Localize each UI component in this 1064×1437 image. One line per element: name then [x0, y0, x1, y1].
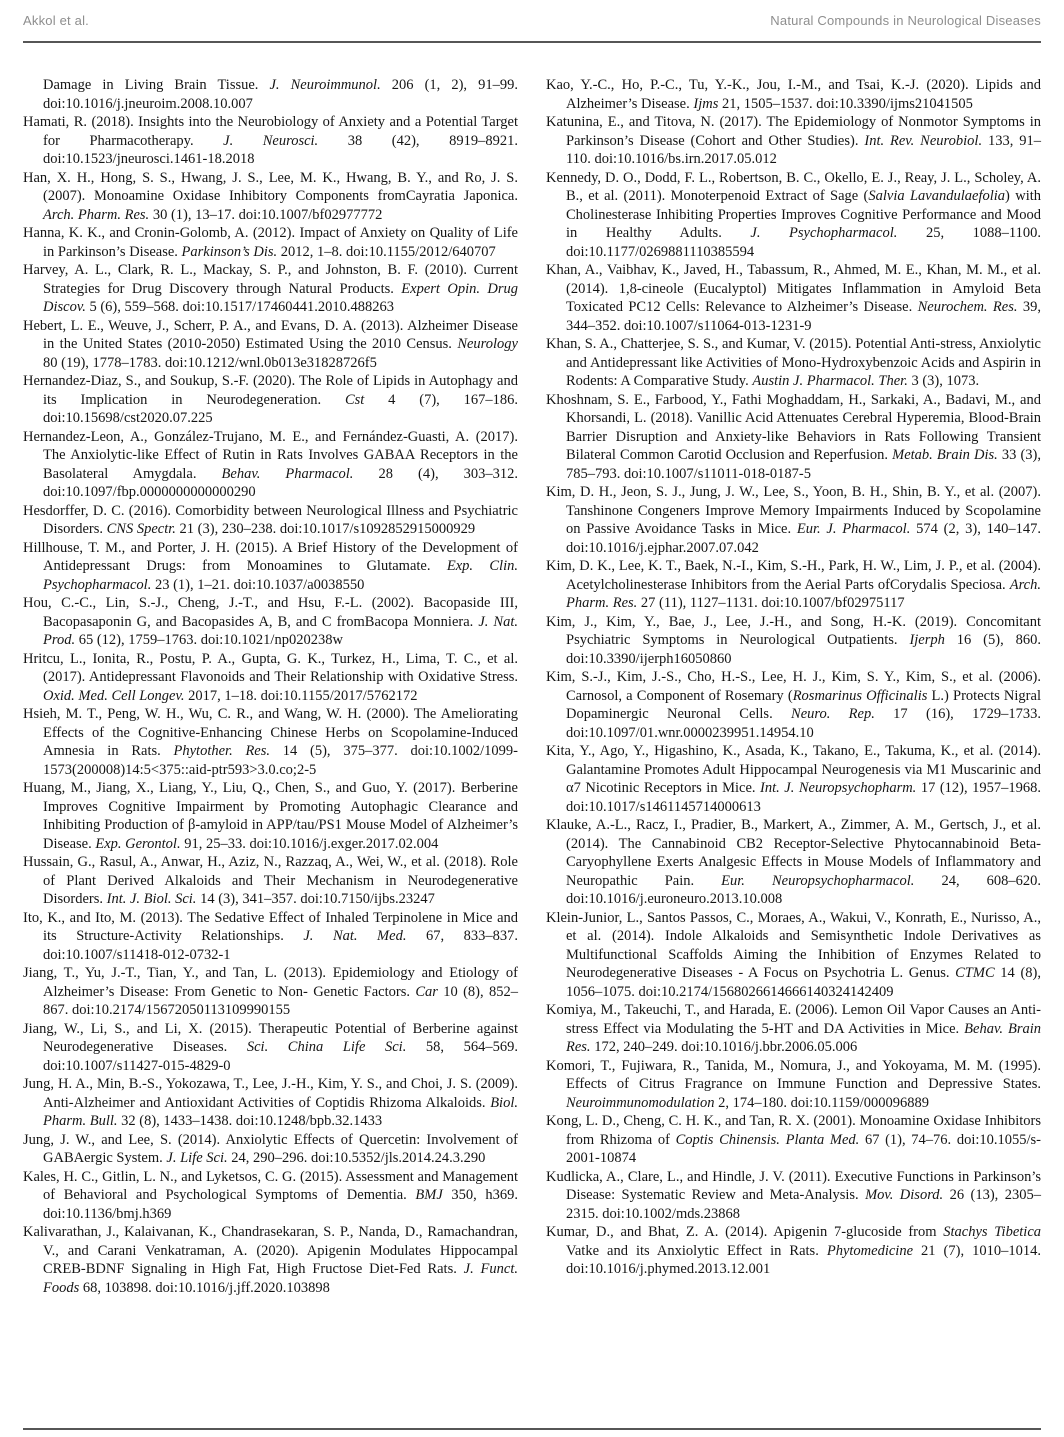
reference-journal-name: J. Neuroimmunol.: [269, 77, 381, 93]
reference-item: [546, 169, 1041, 262]
reference-journal-name: Cst: [344, 391, 365, 408]
reference-text-segment: Hussain, G., Rasul, A., Anwar, H., Aziz, N., Razzaq, A., Wei, W., et al. (2018). Role of Plant Derived Alkaloids and Their Mechanism in Neurodegenerative Disorders.: [23, 854, 518, 907]
reference-item: [546, 261, 1041, 335]
reference-text-segment: Kim, D. K., Lee, K. T., Baek, N.-I., Kim, S.-H., Park, H. W., Lim, J. P., et al. (2004). Acetylcholinesterase Inhibitors from the Aerial Parts ofCorydalis Speciosa.: [546, 558, 1041, 593]
reference-journal-name: CNS Spectr.: [106, 521, 176, 537]
footer-divider: [23, 1428, 1041, 1430]
reference-journal-name: BMJ: [415, 1187, 443, 1203]
reference-item: [546, 816, 1041, 909]
reference-text-segment: Katunina, E., and Titova, N. (2017). The Epidemiology of Nonmotor Symptoms in Parkinson’s Disease (Cohort and Other Studies).: [546, 114, 1041, 149]
reference-item: [23, 76, 518, 113]
reference-item: [23, 779, 518, 853]
reference-item: [23, 539, 518, 595]
reference-text-segment: Kita, Y., Ago, Y., Higashino, K., Asada, K., Takano, E., Takuma, K., et al. (2014). Galantamine Promotes Adult Hippocampal Neurogenesis via M1 Muscarinic and α7 Nicotinic Receptors in Mice.: [546, 743, 1041, 796]
reference-journal-name: Oxid. Med. Cell Longev.: [43, 687, 185, 704]
reference-text-segment: 350, h369. doi:10.1136/bmj.h369: [43, 1187, 519, 1222]
reference-item: [23, 1223, 518, 1297]
reference-text-segment: 14 (5), 375–377. doi:10.1002/1099-1573(200008)14:5<375::aid-ptr593>3.0.co;2-5: [43, 743, 518, 778]
reference-text-segment: Kumar, D., and Bhat, Z. A. (2014). Apigenin 7-glucoside from: [546, 1224, 944, 1240]
running-header-title: Natural Compounds in Neurological Diseases: [770, 13, 1041, 28]
reference-journal-name: Exp. Gerontol.: [95, 835, 181, 852]
reference-text-segment: Kennedy, D. O., Dodd, F. L., Robertson, B. C., Okello, E. J., Reay, J. L., Scholey, A. B., et al. (2011). Monoterpenoid Extract of Sage (: [546, 169, 1041, 204]
reference-text-segment: Kao, Y.-C., Ho, P.-C., Tu, Y.-K., Jou, I.-M., and Tsai, K.-J. (2020). Lipids and Alzheimer’s Disease.: [546, 77, 1041, 112]
reference-text-segment: Khoshnam, S. E., Farbood, Y., Fathi Moghaddam, H., Sarkaki, A., Badavi, M., and Khorsandi, L. (2018). Vanillic Acid Attenuates Cerebral Hyperemia, Blood-Brain Barrier Disruption and Anxiety-like Behaviors in Rats Following Transient Bilateral Common Carotid Occlusion and Reperfusion.: [546, 391, 1041, 463]
reference-text-segment: Hanna, K. K., and Cronin-Golomb, A. (2012). Impact of Anxiety on Quality of Life in Parkinson’s Disease.: [23, 225, 518, 260]
reference-journal-name: Salvia Lavandulaefolia: [868, 188, 1006, 204]
references-section: [23, 76, 1041, 1297]
running-header-authors: Akkol et al.: [23, 13, 89, 28]
reference-journal-name: Phytomedicine: [826, 1242, 914, 1259]
reference-journal-name: Neurology: [457, 336, 518, 352]
reference-text-segment: 16 (5), 860. doi:10.3390/ijerph16050860: [566, 632, 1041, 667]
reference-journal-name: J. Nat. Prod.: [43, 613, 518, 648]
reference-journal-name: Ijms: [693, 95, 719, 112]
reference-journal-name: Arch. Pharm. Res.: [566, 576, 1041, 611]
reference-text-segment: 206 (1, 2), 91–99. doi:10.1016/j.jneuroim.2008.10.007: [43, 77, 518, 112]
reference-text-segment: 23 (1), 1–21. doi:10.1037/a0038550: [151, 576, 365, 593]
reference-journal-name: Behav. Pharmacol.: [221, 465, 354, 482]
reference-item: [546, 1168, 1041, 1224]
reference-item: [546, 483, 1041, 557]
reference-journal-name: CTMC: [955, 965, 995, 981]
reference-text-segment: Harvey, A. L., Clark, R. L., Mackay, S. P., and Johnston, B. F. (2010). Current Strategies for Drug Discovery through Natural Products.: [23, 262, 518, 297]
reference-item: [546, 1112, 1041, 1168]
reference-text-segment: 574 (2, 3), 140–147. doi:10.1016/j.ejphar.2007.07.042: [566, 521, 1041, 556]
reference-text-segment: 21 (3), 230–238. doi:10.1017/s1092852915000929: [175, 521, 476, 537]
reference-journal-name: J. Nat. Med.: [303, 928, 407, 944]
reference-text-segment: 30 (1), 13–17. doi:10.1007/bf02977772: [149, 206, 383, 223]
reference-text-segment: Khan, S. A., Chatterjee, S. S., and Kumar, V. (2015). Potential Anti-stress, Anxiolytic and Antidepressant like Activities of Mono-Hydroxybenzoic Acids and Aspirin in Rodents: A Comparative Study.: [546, 336, 1041, 389]
reference-text-segment: Jiang, T., Yu, J.-T., Tian, Y., and Tan, L. (2013). Epidemiology and Etiology of Alzheimer’s Disease: From Genetic to Non- Genetic Factors.: [23, 965, 518, 1000]
reference-text-segment: Jung, J. W., and Lee, S. (2014). Anxiolytic Effects of Quercetin: Involvement of GABAergic System.: [23, 1131, 518, 1166]
reference-text-segment: 2017, 1–18. doi:10.1155/2017/5762172: [184, 687, 418, 704]
reference-item: [23, 428, 518, 502]
reference-item: [546, 76, 1041, 113]
reference-item: [23, 502, 518, 539]
reference-journal-name: Behav. Brain Res.: [566, 1020, 1041, 1055]
reference-journal-name: Austin J. Pharmacol. Ther.: [752, 373, 908, 389]
reference-journal-name: Neuroimmunomodulation: [566, 1094, 715, 1111]
reference-text-segment: Kales, H. C., Gitlin, L. N., and Lyketsos, C. G. (2015). Assessment and Management of Behavioral and Psychological Symptoms of Dementia.: [23, 1168, 518, 1203]
reference-text-segment: 80 (19), 1778–1783. doi:10.1212/wnl.0b013e31828726f5: [43, 354, 377, 371]
reference-text-segment: Hritcu, L., Ionita, R., Postu, P. A., Gupta, G. K., Turkez, H., Lima, T. C., et al. (2017). Antidepressant Flavonoids and Their Relationship with Oxidative Stress.: [23, 650, 518, 685]
reference-text-segment: Hesdorffer, D. C. (2016). Comorbidity between Neurological Illness and Psychiatric Disorders.: [23, 502, 518, 537]
reference-text-segment: Hillhouse, T. M., and Porter, J. H. (2015). A Brief History of the Development of Antidepressant Drugs: from Monoamines to Glutamate.: [23, 539, 518, 574]
reference-text-segment: 39, 344–352. doi:10.1007/s11064-013-1231-9: [566, 299, 1041, 334]
reference-journal-name: Eur. Neuropsychopharmacol.: [721, 872, 915, 889]
reference-text-segment: 21, 1505–1537. doi:10.3390/ijms21041505: [718, 95, 973, 112]
reference-item: [23, 853, 518, 909]
reference-journal-name: Expert Opin. Drug Discov.: [43, 280, 518, 315]
reference-text-segment: 26 (13), 2305–2315. doi:10.1002/mds.23868: [566, 1187, 1041, 1222]
references-column-left: [23, 76, 518, 1297]
reference-text-segment: 65 (12), 1759–1763. doi:10.1021/np020238w: [75, 632, 343, 648]
reference-text-segment: Komiya, M., Takeuchi, T., and Harada, E. (2006). Lemon Oil Vapor Causes an Anti-stress Effect via Modulating the 5-HT and DA Activities in Mice.: [546, 1002, 1041, 1037]
reference-journal-name: Car: [415, 983, 438, 1000]
reference-text-segment: ) with Cholinesterase Inhibiting Properties Improves Cognitive Performance and Mood in Healthy Adults.: [566, 188, 1042, 241]
reference-journal-name: J. Funct. Foods: [43, 1261, 518, 1296]
reference-text-segment: 10 (8), 852–867. doi:10.2174/15672050113109990155: [43, 983, 518, 1018]
reference-text-segment: Kim, D. H., Jeon, S. J., Jung, J. W., Lee, S., Yoon, B. H., Shin, B. Y., et al. (2007). Tanshinone Congeners Improve Memory Impairments Induced by Scopolamine on Passive Avoidance Tasks in Mice.: [546, 484, 1041, 537]
reference-item: [546, 1223, 1041, 1279]
reference-item: [546, 1057, 1041, 1113]
reference-text-segment: Kudlicka, A., Clare, L., and Hindle, J. V. (2011). Executive Functions in Parkinson’s Disease: Systematic Review and Meta-Analysis.: [546, 1168, 1041, 1203]
reference-item: [23, 317, 518, 373]
reference-journal-name: Sci. China Life Sci.: [246, 1039, 407, 1055]
reference-text-segment: Kim, S.-J., Kim, J.-S., Cho, H.-S., Lee, H. J., Kim, S. Y., Kim, S., et al. (2006). Carnosol, a Component of Rosemary (: [546, 669, 1041, 704]
reference-journal-name: Rosmarinus Officinalis: [792, 687, 928, 704]
reference-text-segment: 21 (7), 1010–1014. doi:10.1016/j.phymed.2013.12.001: [566, 1242, 1041, 1277]
reference-text-segment: 33 (3), 785–793. doi:10.1007/s11011-018-0187-5: [566, 447, 1041, 482]
reference-text-segment: Klein-Junior, L., Santos Passos, C., Moraes, A., Wakui, V., Konrath, E., Nurisso, A., et al. (2014). Indole Alkaloids and Semisynthetic Indole Derivatives as Multifunctional Scaffolds Aiming the Inhibition of Enzymes Related to Neurodegenerative Diseases - A Focus on Psychotria L. Genus.: [546, 909, 1041, 981]
reference-journal-name: J. Life Sci.: [166, 1150, 228, 1166]
reference-item: [546, 742, 1041, 816]
reference-item: [546, 909, 1041, 1002]
reference-item: [23, 909, 518, 965]
reference-text-segment: 14 (3), 341–357. doi:10.7150/ijbs.23247: [196, 891, 435, 907]
reference-text-segment: 38 (42), 8919–8921. doi:10.1523/jneurosci.1461-18.2018: [43, 132, 518, 167]
reference-text-segment: Klauke, A.-L., Racz, I., Pradier, B., Markert, A., Zimmer, A. M., Gertsch, J., et al. (2014). The Cannabinoid CB2 Receptor-Selective Phytocannabinoid Beta-Caryophyllene Exerts Analgesic Effects in Mouse Models of Inflammatory and Neuropathic Pain.: [546, 817, 1041, 889]
reference-text-segment: Hsieh, M. T., Peng, W. H., Wu, C. R., and Wang, W. H. (2000). The Ameliorating Effects of the Cognitive-Enhancing Chinese Herbs on Scopolamine-Induced Amnesia in Rats.: [23, 706, 518, 759]
reference-item: [23, 169, 518, 225]
reference-text-segment: Ito, K., and Ito, M. (2013). The Sedative Effect of Inhaled Terpinolene in Mice and its Structure-Activity Relationships.: [23, 909, 518, 944]
reference-item: [546, 668, 1041, 742]
reference-text-segment: Kim, J., Kim, Y., Bae, J., Lee, J.-H., and Song, H.-K. (2019). Concomitant Psychiatric Symptoms in Neurological Outpatients.: [546, 613, 1041, 648]
reference-text-segment: 14 (8), 1056–1075. doi:10.2174/1568026614666140324142409: [566, 965, 1041, 1000]
reference-journal-name: Neuro. Rep.: [791, 706, 875, 722]
reference-journal-name: J. Psychopharmacol.: [750, 225, 898, 241]
reference-text-segment: 2, 174–180. doi:10.1159/000096889: [714, 1094, 930, 1111]
reference-text-segment: Vatke and its Anxiolytic Effect in Rats.: [566, 1242, 827, 1259]
reference-journal-name: Stachys Tibetica: [943, 1224, 1042, 1240]
reference-item: [23, 964, 518, 1020]
reference-item: [546, 557, 1041, 613]
reference-text-segment: 67, 833–837. doi:10.1007/s11418-012-0732-1: [43, 928, 519, 963]
reference-item: [546, 1001, 1041, 1057]
reference-item: [23, 113, 518, 169]
reference-text-segment: 17 (16), 1729–1733. doi:10.1097/01.wnr.0000239951.14954.10: [566, 706, 1041, 741]
reference-item: [546, 391, 1041, 484]
reference-text-segment: 172, 240–249. doi:10.1016/j.bbr.2006.05.006: [590, 1039, 858, 1055]
reference-text-segment: Hamati, R. (2018). Insights into the Neurobiology of Anxiety and a Potential Target for Pharmacotherapy.: [23, 114, 518, 149]
reference-text-segment: 5 (6), 559–568. doi:10.1517/17460441.2010.488263: [85, 299, 394, 315]
references-column-right: [546, 76, 1041, 1297]
reference-text-segment: Jiang, W., Li, S., and Li, X. (2015). Therapeutic Potential of Berberine against Neurodegenerative Diseases.: [23, 1020, 518, 1055]
reference-journal-name: Phytother. Res.: [173, 743, 271, 759]
reference-journal-name: Coptis Chinensis. Planta Med.: [675, 1131, 860, 1148]
reference-text-segment: Hernandez-Leon, A., González-Trujano, M. E., and Fernández-Guasti, A. (2017). The Anxiolytic-like Effect of Rutin in Rats Involves GABAA Receptors in the Basolateral Amygdala.: [23, 428, 518, 482]
reference-text-segment: Damage in Living Brain Tissue.: [43, 77, 270, 93]
reference-text-segment: Hou, C.-C., Lin, S.-J., Cheng, J.-T., and Hsu, F.-L. (2002). Bacopaside III, Bacopasaponin G, and Bacopasides A, B, and C fromBacopa Monniera.: [23, 595, 518, 630]
reference-text-segment: Hernandez-Diaz, S., and Soukup, S.-F. (2020). The Role of Lipids in Autophagy and its Implication in Neurodegeneration.: [23, 373, 518, 408]
reference-item: [23, 1168, 518, 1224]
reference-text-segment: Han, X. H., Hong, S. S., Hwang, J. S., Lee, M. K., Hwang, B. Y., and Ro, J. S. (2007). Monoamine Oxidase Inhibitory Components fromCayratia Japonica.: [23, 169, 518, 204]
header-divider: [23, 41, 1041, 43]
reference-item: [546, 613, 1041, 669]
reference-journal-name: Ijerph: [909, 632, 945, 648]
reference-journal-name: Int. J. Biol. Sci.: [106, 891, 197, 907]
reference-text-segment: 4 (7), 167–186. doi:10.15698/cst2020.07.225: [43, 391, 518, 426]
reference-text-segment: 2012, 1–8. doi:10.1155/2012/640707: [277, 243, 496, 260]
reference-item: [23, 1020, 518, 1076]
reference-journal-name: Biol. Pharm. Bull.: [43, 1094, 518, 1129]
reference-journal-name: Arch. Pharm. Res.: [43, 206, 150, 223]
reference-text-segment: Komori, T., Fujiwara, R., Tanida, M., Nomura, J., and Yokoyama, M. M. (1995). Effects of Citrus Fragrance on Immune Function and Depressive States.: [546, 1057, 1041, 1092]
reference-text-segment: 68, 103898. doi:10.1016/j.jff.2020.103898: [79, 1279, 330, 1296]
reference-journal-name: Int. J. Neuropsychopharm.: [760, 780, 917, 796]
reference-journal-name: Int. Rev. Neurobiol.: [864, 132, 983, 149]
reference-text-segment: 24, 608–620. doi:10.1016/j.euroneuro.2013.10.008: [566, 872, 1041, 907]
reference-text-segment: Khan, A., Vaibhav, K., Javed, H., Tabassum, R., Ahmed, M. E., Khan, M. M., et al. (2014). 1,8-cineole (Eucalyptol) Mitigates Inflammation in Amyloid Beta Toxicated PC12 Cells: Relevance to Alzheimer’s Disease.: [546, 262, 1041, 315]
reference-item: [546, 335, 1041, 391]
reference-text-segment: 91, 25–33. doi:10.1016/j.exger.2017.02.004: [180, 835, 439, 852]
reference-text-segment: 27 (11), 1127–1131. doi:10.1007/bf02975117: [637, 595, 905, 611]
reference-text-segment: L.) Protects Nigral Dopaminergic Neuronal Cells.: [566, 687, 1041, 722]
reference-journal-name: Metab. Brain Dis.: [892, 447, 998, 463]
reference-journal-name: Parkinson’s Dis.: [181, 243, 278, 260]
reference-text-segment: Jung, H. A., Min, B.-S., Yokozawa, T., Lee, J.-H., Kim, Y. S., and Choi, J. S. (2009). Anti-Alzheimer and Antioxidant Activities of Coptidis Rhizoma Alkaloids.: [23, 1076, 518, 1111]
reference-item: [23, 1131, 518, 1168]
reference-item: [23, 1075, 518, 1131]
reference-text-segment: 133, 91–110. doi:10.1016/bs.irn.2017.05.012: [566, 132, 1041, 167]
reference-text-segment: Hebert, L. E., Weuve, J., Scherr, P. A., and Evans, D. A. (2013). Alzheimer Disease in the United States (2010-2050) Estimated Using the 2010 Census.: [23, 317, 518, 352]
reference-item: [23, 705, 518, 779]
reference-item: [23, 261, 518, 317]
reference-text-segment: Huang, M., Jiang, X., Liang, Y., Liu, Q., Chen, S., and Guo, Y. (2017). Berberine Improves Cognitive Impairment by Promoting Autophagic Clearance and Inhibiting Production of β-amyloid in APP/tau/PS1 Mouse Model of Alzheimer’s Disease.: [23, 780, 518, 852]
reference-journal-name: Eur. J. Pharmacol.: [796, 521, 911, 537]
reference-item: [23, 224, 518, 261]
reference-text-segment: 3 (3), 1073.: [907, 373, 980, 389]
running-header: [23, 13, 1041, 28]
reference-text-segment: 24, 290–296. doi:10.5352/jls.2014.24.3.290: [227, 1150, 486, 1166]
reference-text-segment: 67 (1), 74–76. doi:10.1055/s-2001-10874: [566, 1131, 1041, 1166]
reference-journal-name: J. Neurosci.: [223, 132, 319, 149]
reference-text-segment: 25, 1088–1100. doi:10.1177/0269881110385594: [566, 225, 1041, 260]
reference-item: [23, 650, 518, 706]
reference-text-segment: 32 (8), 1433–1438. doi:10.1248/bpb.32.1433: [117, 1113, 383, 1129]
reference-text-segment: 58, 564–569. doi:10.1007/s11427-015-4829-0: [43, 1039, 519, 1074]
reference-journal-name: Exp. Clin. Psychopharmacol.: [43, 558, 518, 593]
reference-text-segment: 17 (12), 1957–1968. doi:10.1017/s1461145714000613: [566, 780, 1041, 815]
reference-text-segment: Kalivarathan, J., Kalaivanan, K., Chandrasekaran, S. P., Nanda, D., Ramachandran, V., and Carani Venkatraman, A. (2020). Apigenin Modulates Hippocampal CREB-BDNF Signaling in High Fat, High Fructose Diet-Fed Rats.: [23, 1224, 518, 1277]
reference-item: [23, 594, 518, 650]
reference-text-segment: Kong, L. D., Cheng, C. H. K., and Tan, R. X. (2001). Monoamine Oxidase Inhibitors from Rhizoma of: [546, 1113, 1041, 1148]
reference-item: [23, 372, 518, 428]
reference-text-segment: 28 (4), 303–312. doi:10.1097/fbp.0000000000000290: [43, 465, 518, 500]
reference-journal-name: Mov. Disord.: [865, 1187, 944, 1203]
reference-journal-name: Neurochem. Res.: [917, 299, 1018, 315]
reference-item: [546, 113, 1041, 169]
